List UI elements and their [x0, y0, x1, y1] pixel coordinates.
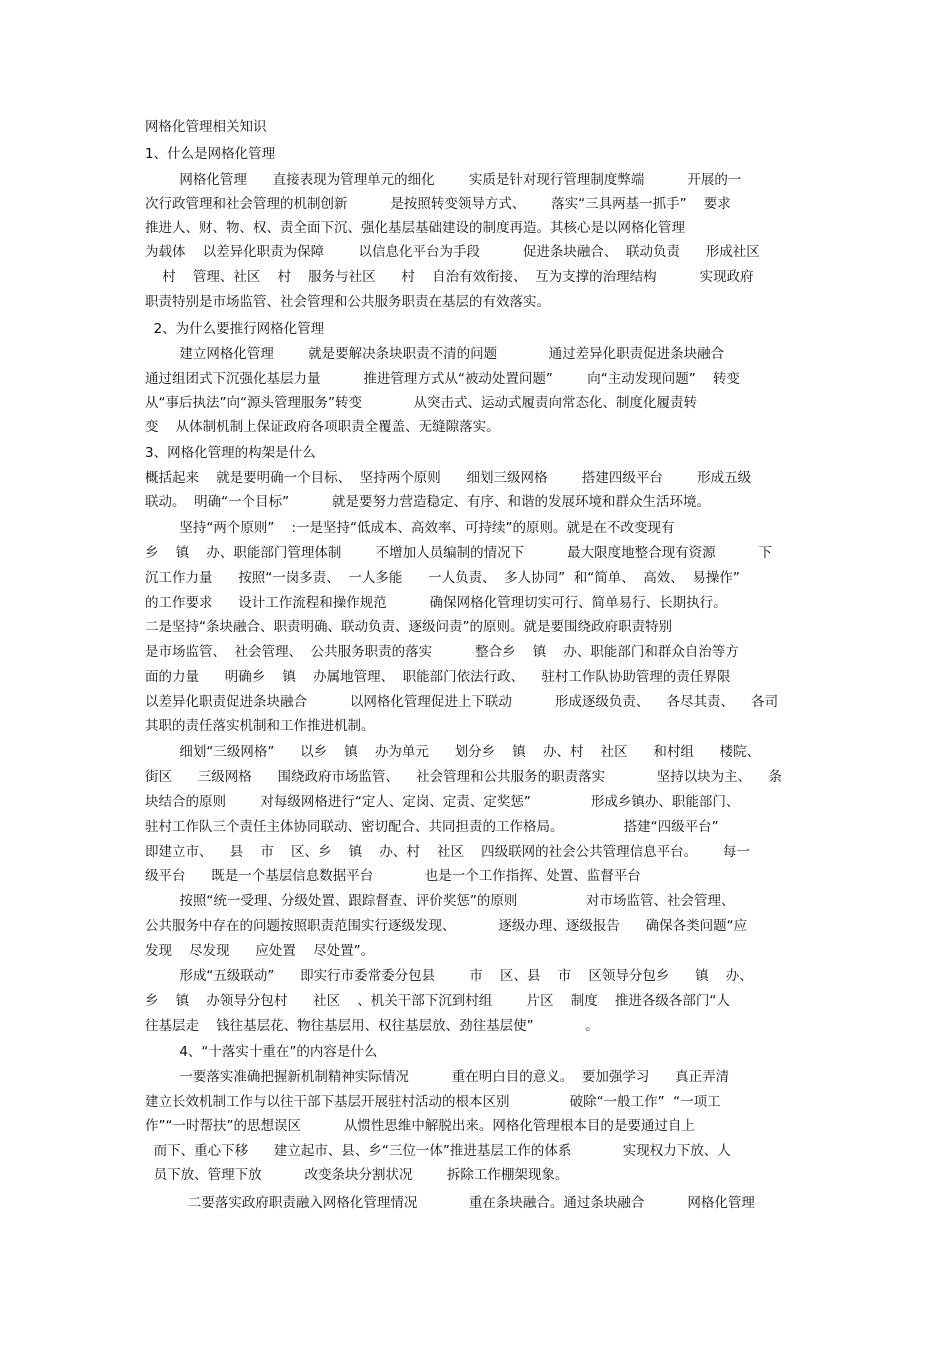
text-line: 坚持“两个原则” :一是坚持“低成本、高效率、可持续”的原则。就是在不改变现有: [145, 520, 675, 536]
text-line: 概括起来 就是要明确一个目标、 坚持两个原则 细划三级网格 搭建四级平台 形成五级: [145, 470, 752, 486]
text-line: 为载体 以差异化职责为保障 以信息化平台为手段 促进条块融合、 联动负责 形成社区: [145, 244, 760, 260]
text-line: 级平台 既是一个基层信息数据平台 也是一个工作指挥、处置、监督平台: [145, 868, 641, 884]
text-line: 以差异化职责促进条块融合 以网格化管理促进上下联动 形成逐级负责、 各尽其责、 各司: [145, 694, 779, 710]
text-line: 二是坚持“条块融合、职责明确、联动负责、逐级问责”的原则。就是要围绕政府职责特别: [145, 619, 672, 635]
text-line: 从“事后执法”向“源头管理服务”转变 从突击式、运动式履责向常态化、制度化履责转: [145, 395, 697, 411]
text-line: 一要落实准确把握新机制精神实际情况 重在明白目的意义。 要加强学习 真正弄清: [145, 1069, 730, 1085]
text-line: 细划“三级网格” 以乡 镇 办为单元 划分乡 镇 办、村 社区 和村组 楼院、: [145, 744, 761, 760]
text-line: 推进人、财、物、权、责全面下沉、强化基层基础建设的制度再造。其核心是以网格化管理: [145, 220, 685, 236]
text-line: 其职的责任落实机制和工作推进机制。: [145, 718, 375, 734]
text-line: 建立网格化管理 就是要解决条块职责不清的问题 通过差异化职责促进条块融合: [145, 346, 725, 362]
text-line: 的工作要求 设计工作流程和操作规范 确保网格化管理切实可行、简单易行、长期执行。: [145, 595, 727, 611]
text-line: 变 从体制机制上保证政府各项职责全覆盖、无缝隙落实。: [145, 419, 500, 435]
text-line: 发现 尽发现 应处置 尽处置”。: [145, 943, 375, 959]
text-line: 职责特别是市场监管、社会管理和公共服务职责在基层的有效落实。: [145, 294, 550, 310]
text-line: 沉工作力量 按照“一岗多责、 一人多能 一人负责、 多人协同” 和“简单、 高效、 易操作”: [145, 570, 740, 586]
text-line: 形成“五级联动” 即实行市委常委分包县 市 区、县 市 区领导分包乡 镇 办、: [145, 968, 753, 984]
text-line: 二要落实政府职责融入网格化管理情况 重在条块融合。通过条块融合 网格化管理: [145, 1195, 755, 1211]
text-line: 网格化管理 直接表现为管理单元的细化 实质是针对现行管理制度弊端 开展的一: [145, 172, 742, 188]
text-line: 街区 三级网格 围绕政府市场监管、 社会管理和公共服务的职责落实 坚持以块为主、 条: [145, 769, 782, 785]
text-line: 块结合的原则 对每级网格进行“定人、定岗、定责、定奖惩” 形成乡镇办、职能部门、: [145, 794, 740, 810]
text-line: 是市场监管、 社会管理、 公共服务职责的落实 整合乡 镇 办、职能部门和群众自治等方: [145, 644, 739, 660]
section-heading: 2、为什么要推行网格化管理: [145, 321, 325, 337]
text-line: 即建立市、 县 市 区、乡 镇 办、村 社区 四级联网的社会公共管理信息平台。 每一: [145, 844, 750, 860]
text-line: 乡 镇 办领导分包村 社区 、机关干部下沉到村组 片区 制度 推进各级各部门“人: [145, 993, 730, 1009]
text-line: 建立长效机制工作与以往干部下基层开展驻村活动的根本区别 破除“一般工作” “一项工: [145, 1094, 721, 1110]
section-heading: 3、网格化管理的构架是什么: [145, 445, 316, 461]
text-line: 作”“一时帮扶”的思想误区 从惯性思维中解脱出来。网格化管理根本目的是要通过自上: [145, 1118, 695, 1134]
text-line: 而下、重心下移 建立起市、县、乡“三位一体”推进基层工作的体系 实现权力下放、人: [145, 1143, 731, 1159]
text-line: 通过组团式下沉强化基层力量 推进管理方式从“被动处置问题” 向“主动发现问题” 转变: [145, 371, 740, 387]
doc-title: 网格化管理相关知识: [145, 119, 267, 135]
text-line: 次行政管理和社会管理的机制创新 是按照转变领导方式、 落实“三具两基一抓手” 要求: [145, 196, 731, 212]
text-line: 面的力量 明确乡 镇 办属地管理、 职能部门依法行政、 驻村工作队协助管理的责任界限: [145, 669, 731, 685]
text-line: 乡 镇 办、职能部门管理体制 不增加人员编制的情况下 最大限度地整合现有资源 下: [145, 545, 772, 561]
text-line: 驻村工作队三个责任主体协同联动、密切配合、共同担责的工作格局。 搭建“四级平台”: [145, 819, 719, 835]
text-line: 村 管理、社区 村 服务与社区 村 自治有效衔接、 互为支撑的治理结构 实现政府: [145, 269, 754, 285]
text-line: 联动。 明确“一个目标” 就是要努力营造稳定、有序、和谐的发展环境和群众生活环境。: [145, 494, 710, 510]
text-line: 按照“统一受理、分级处置、跟踪督查、评价奖惩”的原则 对市场监管、社会管理、: [145, 893, 735, 909]
section-heading: 4、“十落实十重在”的内容是什么: [145, 1044, 378, 1060]
text-line: 往基层走 钱往基层花、物往基层用、权往基层放、劲往基层使” 。: [145, 1018, 599, 1034]
section-heading: 1、什么是网格化管理: [145, 146, 276, 162]
text-line: 公共服务中存在的问题按照职责范围实行逐级发现、 逐级办理、逐级报告 确保各类问题“应: [145, 918, 748, 934]
text-line: 员下放、管理下放 改变条块分割状况 拆除工作棚架现象。: [145, 1167, 569, 1183]
